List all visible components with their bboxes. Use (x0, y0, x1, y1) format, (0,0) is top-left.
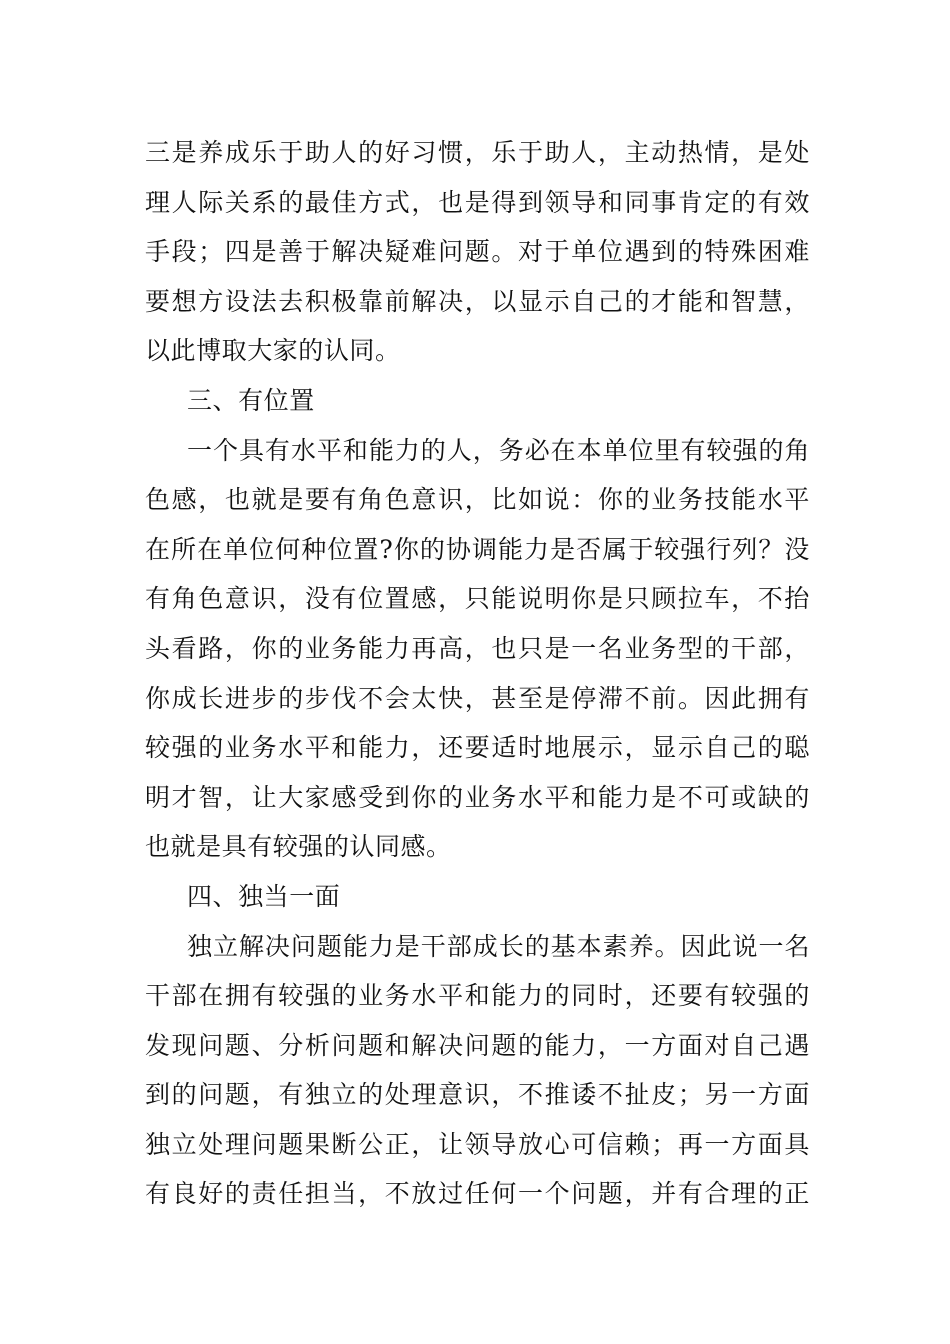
text-line: 理人际关系的最佳方式，也是得到领导和同事肯定的有效 (145, 187, 810, 217)
section-heading: 三、有位置 (187, 385, 315, 415)
text-line: 也就是具有较强的认同感。 (145, 832, 452, 862)
text-line: 在所在单位何种位置?你的协调能力是否属于较强行列？没 (145, 534, 810, 564)
text-line: 独立解决问题能力是干部成长的基本素养。因此说一名 (187, 931, 810, 961)
text-line: 有良好的责任担当，不放过任何一个问题，并有合理的正 (145, 1179, 810, 1209)
text-line: 一个具有水平和能力的人，务必在本单位里有较强的角 (187, 435, 810, 465)
document-body (145, 128, 810, 1219)
text-line: 头看路，你的业务能力再高，也只是一名业务型的干部， (145, 633, 810, 663)
text-line: 你成长进步的步伐不会太快，甚至是停滞不前。因此拥有 (145, 683, 810, 713)
text-line: 有角色意识，没有位置感，只能说明你是只顾拉车，不抬 (145, 584, 810, 614)
text-line: 独立处理问题果断公正，让领导放心可信赖；再一方面具 (145, 1129, 810, 1159)
text-line: 色感，也就是要有角色意识，比如说：你的业务技能水平 (145, 485, 810, 515)
text-line: 较强的业务水平和能力，还要适时地展示，显示自己的聪 (145, 733, 810, 763)
text-line: 干部在拥有较强的业务水平和能力的同时，还要有较强的 (145, 981, 810, 1011)
section-heading: 四、独当一面 (187, 881, 341, 911)
text-line: 明才智，让大家感受到你的业务水平和能力是不可或缺的 (145, 782, 810, 812)
text-line: 以此博取大家的认同。 (145, 336, 401, 366)
text-line: 要想方设法去积极靠前解决，以显示自己的才能和智慧， (145, 286, 810, 316)
text-line: 发现问题、分析问题和解决问题的能力，一方面对自己遇 (145, 1030, 810, 1060)
text-line: 到的问题，有独立的处理意识，不推诿不扯皮；另一方面 (145, 1080, 810, 1110)
text-line: 手段；四是善于解决疑难问题。对于单位遇到的特殊困难 (145, 237, 810, 267)
text-line: 三是养成乐于助人的好习惯，乐于助人，主动热情，是处 (145, 138, 810, 167)
